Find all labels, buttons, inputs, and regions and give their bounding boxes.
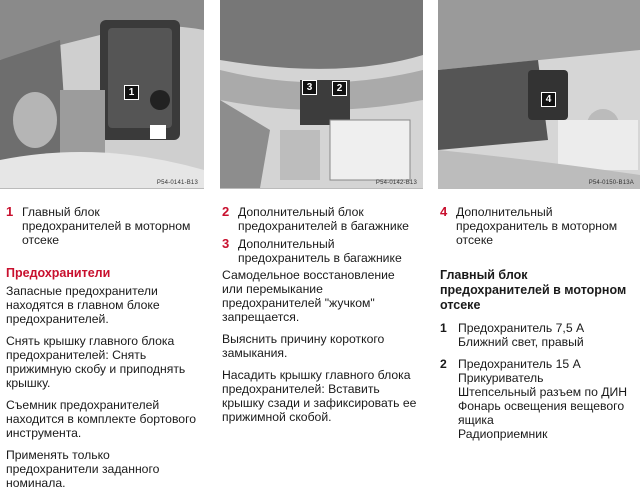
- main-block-title: Главный блок предохранителей в моторном отсеке: [440, 268, 627, 312]
- legend-num: 3: [222, 236, 230, 251]
- main-block-section: [440, 268, 636, 449]
- paragraph: Выяснить причину короткого замыкания.: [222, 332, 385, 360]
- figure-engine-fuse-box: [0, 0, 204, 189]
- legend-num: 4: [440, 204, 448, 219]
- legend-text: Дополнительный предохранитель в моторном отсеке: [456, 205, 618, 247]
- callout-2: 2: [332, 81, 347, 96]
- legend-text: Дополнительный предохранитель в багажнике: [238, 237, 402, 265]
- paragraph: Запасные предохранители находятся в главном блоке предохранителей.: [6, 284, 160, 326]
- fuse-entry: [440, 321, 636, 349]
- section-title: Предохранители: [6, 266, 111, 280]
- fuse-line: Ближний свет, правый: [458, 335, 584, 349]
- engine-bay-illustration: [0, 0, 204, 188]
- figure-ref: P54-0142-B13: [375, 180, 417, 186]
- figure-ref: P54-0150-B13A: [588, 180, 634, 186]
- legend-num: 1: [6, 204, 14, 219]
- legend-col-3: [440, 205, 636, 251]
- fuse-line: Прикуриватель: [458, 371, 544, 385]
- callout-1: 1: [124, 85, 139, 100]
- section-fuses: [6, 266, 202, 498]
- fuse-lines: [458, 321, 584, 349]
- paragraph: Снять крышку главного блока предохранителей: Снять прижимную скобу и приподнять крышку.: [6, 334, 186, 390]
- paragraph: Съемник предохранителей находится в комплекте бортового инструмента.: [6, 398, 197, 440]
- fuse-line: Фонарь освещения вещевого ящика: [458, 399, 625, 427]
- figure-ref: P54-0141-B13: [156, 180, 198, 186]
- paragraph: Применять только предохранители заданного номинала.: [6, 448, 160, 490]
- fuse-line: Предохранитель 15 А: [458, 357, 581, 371]
- paragraph: Самодельное восстановление или перемыкание предохранителей "жучком" запрещается.: [222, 268, 395, 324]
- fuse-line: Штепсельный разъем по ДИН: [458, 385, 628, 399]
- fuse-lines: [458, 357, 636, 441]
- legend-text: Дополнительный блок предохранителей в багажнике: [238, 205, 409, 233]
- callout-3: 3: [302, 80, 317, 95]
- engine-bay-illustration-2: [438, 0, 640, 188]
- legend-item: [440, 205, 636, 247]
- fuse-num: 2: [440, 357, 447, 371]
- legend-col-1: [6, 205, 202, 251]
- fuse-line: Предохранитель 7,5 А: [458, 321, 585, 335]
- paragraph: Насадить крышку главного блока предохранителей: Вставить крышку сзади и зафиксировать ее прижимной скобой.: [222, 368, 417, 424]
- fuse-line: Радиоприемник: [458, 427, 548, 441]
- legend-num: 2: [222, 204, 230, 219]
- legend-item: [6, 205, 202, 247]
- fuse-num: 1: [440, 321, 447, 335]
- legend-item: [222, 205, 422, 233]
- figure-trunk-fuse-box: [220, 0, 423, 189]
- legend-item: [222, 237, 422, 265]
- legend-col-2: [222, 205, 422, 269]
- fuse-entry: [440, 357, 636, 441]
- trunk-illustration: [220, 0, 423, 188]
- callout-4: 4: [541, 92, 556, 107]
- legend-text: Главный блок предохранителей в моторном отсеке: [22, 205, 191, 247]
- figure-engine-extra-fuse: [438, 0, 640, 189]
- section-fuses-cont: [222, 268, 418, 432]
